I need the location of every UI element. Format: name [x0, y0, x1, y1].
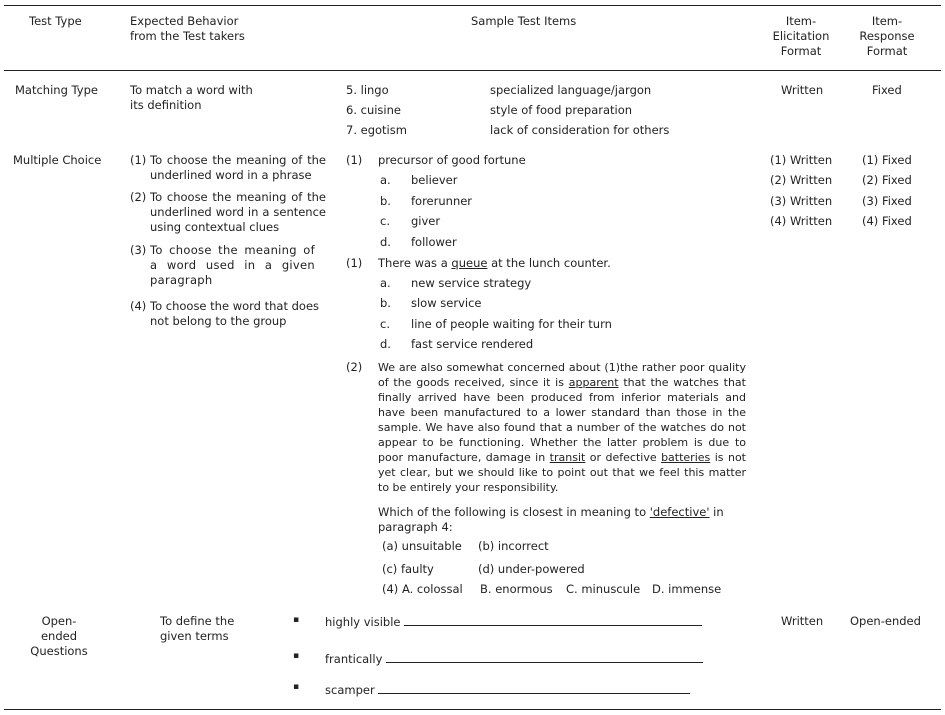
- passage-option: (b) incorrect: [478, 539, 549, 553]
- header-elicitation-format: Item- Elicitation Format: [772, 14, 830, 58]
- header-sample-test-items: Sample Test Items: [471, 14, 577, 28]
- multiple-choice-label: Multiple Choice: [13, 153, 102, 167]
- option-text: slow service: [411, 296, 482, 310]
- mc-elicit-format: (2) Written: [770, 173, 833, 187]
- word-group-option: (4) A. colossal: [382, 582, 463, 596]
- table-top-rule: [4, 5, 941, 6]
- option-text: forerunner: [411, 194, 473, 208]
- option-letter: b.: [380, 296, 391, 310]
- option-letter: b.: [380, 194, 391, 208]
- option-text: believer: [411, 173, 458, 187]
- word-group-option: D. immense: [652, 582, 722, 596]
- mc-response-format: (2) Fixed: [862, 173, 912, 187]
- open-ended-behavior: To define the given terms: [160, 614, 235, 643]
- matching-word: 5. lingo: [346, 83, 389, 97]
- bullet-icon: ▪: [293, 682, 300, 692]
- mc-behavior-num: (1): [130, 153, 147, 167]
- option-letter: c.: [380, 317, 390, 331]
- matching-word: 6. cuisine: [346, 103, 401, 117]
- option-text: line of people waiting for their turn: [411, 317, 612, 331]
- reading-passage: We are also somewhat concerned about (1)the rather poor quality of the goods received, since it is apparent that the watches that finally arrived have been produced from inferior materials and have been manufactured to a lower standard than those in the sample. We have also found that a number of the watches do not appear to be functioning. Whether the latter problem is due to poor manufacture, damage in transit or defective batteries is not yet clear, but we should like to point out that we feel this matter to be entirely your responsibility.: [378, 361, 746, 494]
- mc-elicit-format: (3) Written: [770, 194, 833, 208]
- option-text: follower: [411, 235, 457, 249]
- bullet-icon: ▪: [293, 615, 300, 625]
- open-ended-elicit-format: Written: [781, 614, 824, 628]
- definition-item: frantically: [325, 651, 703, 666]
- matching-behavior: To match a word with its definition: [130, 83, 253, 112]
- option-letter: a.: [380, 173, 391, 187]
- mc-elicit-format: (1) Written: [770, 153, 833, 167]
- mc-elicit-format: (4) Written: [770, 214, 833, 228]
- definition-item: highly visible: [325, 614, 702, 629]
- answer-blank[interactable]: [404, 614, 702, 626]
- mc-behavior-text: To choose the word that does not belong to the group: [150, 299, 320, 328]
- mc-behavior-text: To choose the meaning of the underlined word in a phrase: [150, 153, 326, 182]
- matching-definition: specialized language/jargon: [490, 83, 652, 97]
- matching-type-label: Matching Type: [15, 83, 98, 97]
- matching-definition: style of food preparation: [490, 103, 633, 117]
- matching-response-format: Fixed: [872, 83, 902, 97]
- header-expected-behavior: Expected Behavior from the Test takers: [130, 14, 245, 43]
- option-text: giver: [411, 214, 441, 228]
- question-stem: There was a queue at the lunch counter.: [378, 256, 611, 270]
- mc-behavior-text: To choose the meaning of a word used in a given paragraph: [150, 243, 315, 287]
- option-letter: d.: [380, 235, 391, 249]
- mc-behavior-text: To choose the meaning of the underlined word in a sentence using contextual clues: [150, 190, 326, 234]
- underlined-word: queue: [451, 256, 488, 270]
- word-group-option: B. enormous: [480, 582, 553, 596]
- header-test-type: Test Type: [29, 14, 82, 28]
- option-letter: c.: [380, 214, 390, 228]
- option-letter: d.: [380, 337, 391, 351]
- passage-option: (a) unsuitable: [382, 539, 462, 553]
- definition-item: scamper: [325, 682, 690, 697]
- mc-response-format: (4) Fixed: [862, 214, 912, 228]
- mc-response-format: (3) Fixed: [862, 194, 912, 208]
- matching-elicit-format: Written: [781, 83, 824, 97]
- table-bottom-rule: [4, 709, 941, 710]
- mc-behavior-num: (3): [130, 243, 147, 257]
- question-stem: precursor of good fortune: [378, 153, 526, 167]
- answer-blank[interactable]: [386, 651, 703, 663]
- word-group-option: C. minuscule: [566, 582, 641, 596]
- option-text: fast service rendered: [411, 337, 534, 351]
- matching-word: 7. egotism: [346, 123, 407, 137]
- mc-behavior-num: (4): [130, 299, 147, 313]
- header-bottom-rule: [4, 70, 941, 71]
- passage-option: (d) under-powered: [478, 562, 585, 576]
- passage-question: Which of the following is closest in meaning to 'defective' in paragraph 4:: [378, 505, 724, 534]
- question-number: (1): [346, 153, 363, 167]
- mc-behavior-num: (2): [130, 190, 147, 204]
- mc-response-format: (1) Fixed: [862, 153, 912, 167]
- open-ended-response-format: Open-ended: [850, 614, 921, 628]
- option-letter: a.: [380, 276, 391, 290]
- question-number: (2): [346, 360, 363, 374]
- header-response-format: Item- Response Format: [859, 14, 915, 58]
- question-number: (1): [346, 256, 363, 270]
- option-text: new service strategy: [411, 276, 532, 290]
- bullet-icon: ▪: [293, 651, 300, 661]
- answer-blank[interactable]: [378, 682, 690, 694]
- open-ended-label: Open- ended Questions: [30, 614, 88, 658]
- passage-option: (c) faulty: [382, 562, 434, 576]
- matching-definition: lack of consideration for others: [490, 123, 670, 137]
